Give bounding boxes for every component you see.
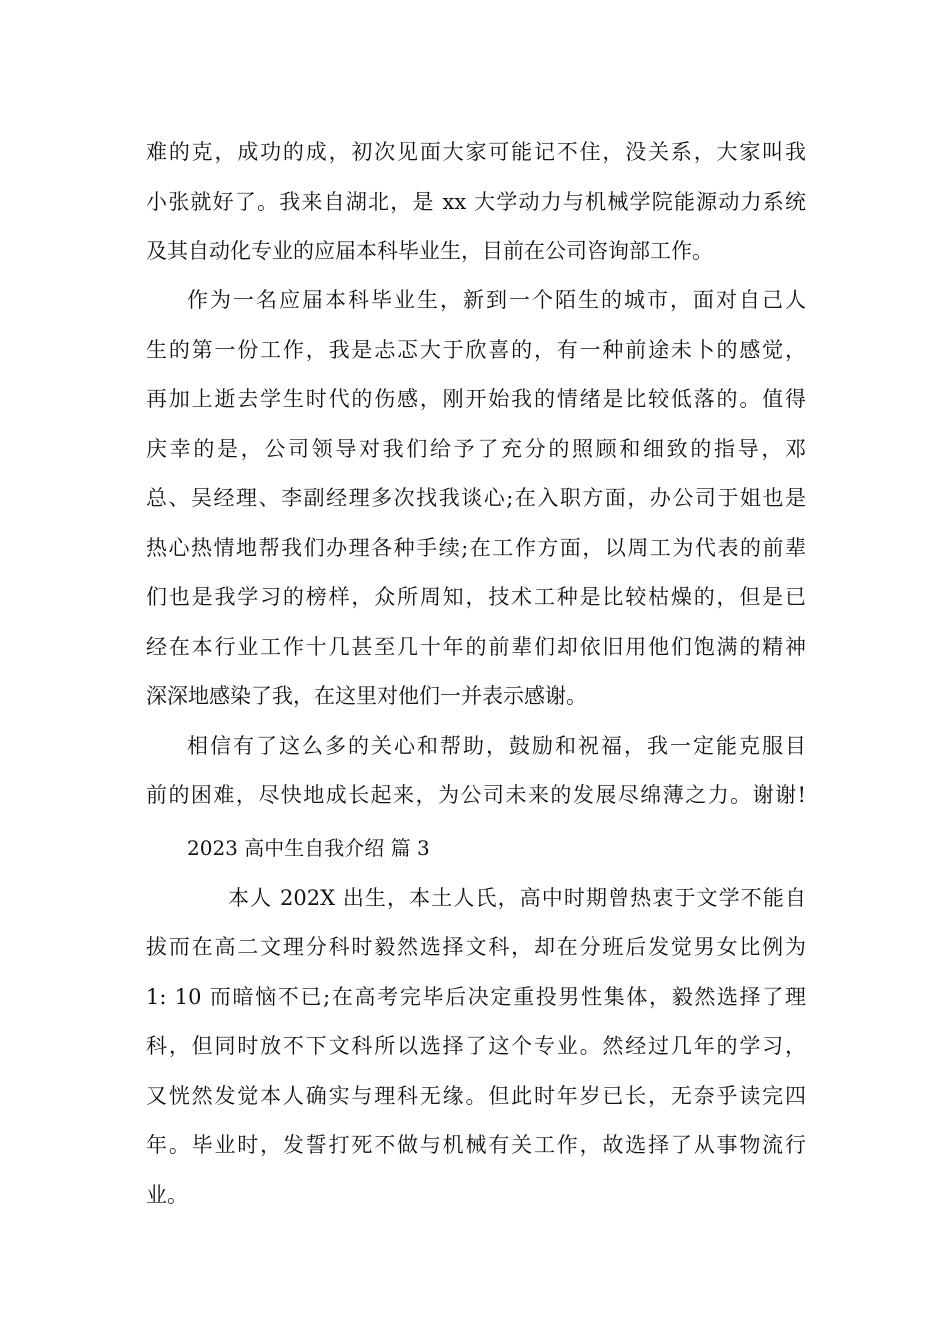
paragraph-2-line-8: 经在本行业工作十几甚至几十年的前辈们却依旧用他们饱满的精神 <box>146 635 806 659</box>
paragraph-2-line-9: 深深地感染了我，在这里对他们一并表示感谢。 <box>146 684 587 708</box>
paragraph-2-line-6: 热心热情地帮我们办理各种手续;在工作方面，以周工为代表的前辈 <box>146 536 806 560</box>
paragraph-1-line-3: 及其自动化专业的应届本科毕业生，目前在公司咨询部工作。 <box>146 239 713 263</box>
paragraph-4-line-6: 年。毕业时，发誓打死不做与机械有关工作，故选择了从事物流行 <box>146 1133 806 1157</box>
paragraph-2-line-5: 总、吴经理、李副经理多次找我谈心;在入职方面，办公司于姐也是 <box>146 486 806 510</box>
section-heading: 2023 高中生自我介绍 篇 3 <box>187 836 430 860</box>
paragraph-4-line-2: 拔而在高二文理分科时毅然选择文科，却在分班后发觉男女比例为 <box>146 935 806 959</box>
paragraph-3-line-1: 相信有了这么多的关心和帮助，鼓励和祝福，我一定能克服目 <box>187 734 806 758</box>
paragraph-1-line-1: 难的克，成功的成，初次见面大家可能记不住，没关系，大家叫我 <box>146 140 806 164</box>
paragraph-1-line-2: 小张就好了。我来自湖北，是 xx 大学动力与机械学院能源动力系统 <box>146 190 806 214</box>
paragraph-4-line-4: 科，但同时放不下文科所以选择了这个专业。然经过几年的学习， <box>146 1034 806 1058</box>
paragraph-4-line-7: 业。 <box>146 1183 188 1207</box>
paragraph-2-line-7: 们也是我学习的榜样，众所周知，技术工种是比较枯燥的，但是已 <box>146 585 806 609</box>
paragraph-3-line-2: 前的困难，尽快地成长起来，为公司未来的发展尽绵薄之力。谢谢! <box>146 783 806 807</box>
paragraph-4-line-5: 又恍然发觉本人确实与理科无缘。但此时年岁已长，无奈乎读完四 <box>146 1084 806 1108</box>
paragraph-2-line-1: 作为一名应届本科毕业生，新到一个陌生的城市，面对自己人 <box>187 288 806 312</box>
paragraph-4-line-1: 本人 202X 出生，本土人氏，高中时期曾热衷于文学不能自 <box>228 886 806 910</box>
paragraph-4-line-3: 1: 10 而暗恼不已;在高考完毕后决定重投男性集体，毅然选择了理 <box>146 985 806 1009</box>
paragraph-2-line-3: 再加上逝去学生时代的伤感，刚开始我的情绪是比较低落的。值得 <box>146 387 806 411</box>
paragraph-2-line-2: 生的第一份工作，我是忐忑大于欣喜的，有一种前途未卜的感觉， <box>146 338 806 362</box>
paragraph-2-line-4: 庆幸的是，公司领导对我们给予了充分的照顾和细致的指导，邓 <box>146 437 806 461</box>
